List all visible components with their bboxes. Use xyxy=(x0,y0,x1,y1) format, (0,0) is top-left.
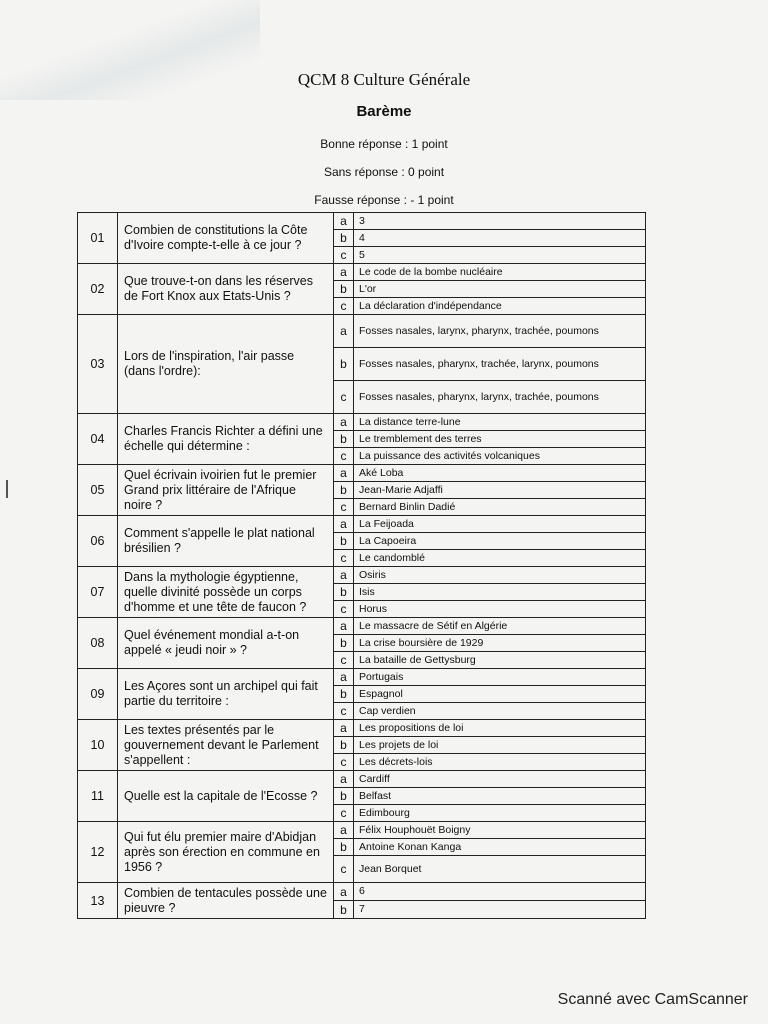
option-text: Cardiff xyxy=(354,771,646,788)
question-number: 09 xyxy=(78,669,118,720)
option-text: La déclaration d'indépendance xyxy=(354,298,646,315)
option-text: Fosses nasales, pharynx, larynx, trachée, poumons xyxy=(354,381,646,414)
option-letter: c xyxy=(334,856,354,883)
option-letter: a xyxy=(334,465,354,482)
camscanner-footer: Scanné avec CamScanner xyxy=(557,991,748,1008)
question-text: Quelle est la capitale de l'Ecosse ? xyxy=(118,771,334,822)
option-letter: a xyxy=(334,618,354,635)
option-letter: c xyxy=(334,805,354,822)
option-text: La Feijoada xyxy=(354,516,646,533)
option-letter: c xyxy=(334,652,354,669)
option-text: L'or xyxy=(354,281,646,298)
option-letter: b xyxy=(334,281,354,298)
option-row xyxy=(78,567,646,584)
question-text: Quel écrivain ivoirien fut le premier Grand prix littéraire de l'Afrique noire ? xyxy=(118,465,334,516)
question-number: 06 xyxy=(78,516,118,567)
option-row xyxy=(78,618,646,635)
option-text: La distance terre-lune xyxy=(354,414,646,431)
option-letter: b xyxy=(334,348,354,381)
option-row xyxy=(78,669,646,686)
question-number: 01 xyxy=(78,213,118,264)
question-text: Dans la mythologie égyptienne, quelle divinité possède un corps d'homme et une tête de faucon ? xyxy=(118,567,334,618)
option-letter: a xyxy=(334,213,354,230)
option-letter: c xyxy=(334,499,354,516)
scoring-correct: Bonne réponse : 1 point xyxy=(320,137,448,151)
option-row xyxy=(78,264,646,281)
option-letter: a xyxy=(334,264,354,281)
question-text: Que trouve-t-on dans les réserves de Fort Knox aux Etats-Unis ? xyxy=(118,264,334,315)
option-text: La bataille de Gettysburg xyxy=(354,652,646,669)
option-row xyxy=(78,720,646,737)
option-text: 6 xyxy=(354,883,646,901)
option-text: Le candomblé xyxy=(354,550,646,567)
option-letter: a xyxy=(334,567,354,584)
option-letter: b xyxy=(334,901,354,919)
option-text: Horus xyxy=(354,601,646,618)
option-row xyxy=(78,883,646,901)
option-text: Aké Loba xyxy=(354,465,646,482)
option-letter: c xyxy=(334,601,354,618)
option-row xyxy=(78,414,646,431)
question-number: 13 xyxy=(78,883,118,919)
option-letter: c xyxy=(334,550,354,567)
option-row xyxy=(78,465,646,482)
option-letter: c xyxy=(334,247,354,264)
option-letter: a xyxy=(334,822,354,839)
option-letter: a xyxy=(334,883,354,901)
scoring-blank: Sans réponse : 0 point xyxy=(323,165,445,179)
scan-edge-mark xyxy=(6,480,8,498)
option-row xyxy=(78,822,646,839)
option-text: Le massacre de Sétif en Algérie xyxy=(354,618,646,635)
question-text: Combien de constitutions la Côte d'Ivoire compte-t-elle à ce jour ? xyxy=(118,213,334,264)
option-text: Isis xyxy=(354,584,646,601)
option-text: Fosses nasales, pharynx, trachée, larynx, poumons xyxy=(354,348,646,381)
question-text: Charles Francis Richter a défini une échelle qui détermine : xyxy=(118,414,334,465)
option-text: La Capoeira xyxy=(354,533,646,550)
option-row xyxy=(78,213,646,230)
option-letter: b xyxy=(334,533,354,550)
option-text: 7 xyxy=(354,901,646,919)
option-letter: c xyxy=(334,381,354,414)
option-letter: b xyxy=(334,584,354,601)
option-text: Le tremblement des terres xyxy=(354,431,646,448)
question-number: 05 xyxy=(78,465,118,516)
option-row xyxy=(78,771,646,788)
option-text: Jean Borquet xyxy=(354,856,646,883)
option-letter: b xyxy=(334,635,354,652)
option-letter: a xyxy=(334,315,354,348)
option-text: La puissance des activités volcaniques xyxy=(354,448,646,465)
question-text: Combien de tentacules possède une pieuvre ? xyxy=(118,883,334,919)
option-letter: c xyxy=(334,754,354,771)
scoring-wrong: Fausse réponse : - 1 point xyxy=(314,193,454,207)
option-letter: b xyxy=(334,431,354,448)
question-number: 10 xyxy=(78,720,118,771)
option-text: La crise boursière de 1929 xyxy=(354,635,646,652)
option-letter: b xyxy=(334,230,354,247)
option-text: Les projets de loi xyxy=(354,737,646,754)
option-text: Antoine Konan Kanga xyxy=(354,839,646,856)
page-subtitle: Barème xyxy=(356,103,412,120)
option-text: Espagnol xyxy=(354,686,646,703)
question-number: 02 xyxy=(78,264,118,315)
option-text: Bernard Binlin Dadié xyxy=(354,499,646,516)
option-text: Les propositions de loi xyxy=(354,720,646,737)
question-number: 04 xyxy=(78,414,118,465)
option-letter: a xyxy=(334,771,354,788)
option-letter: b xyxy=(334,686,354,703)
option-letter: b xyxy=(334,839,354,856)
option-text: Fosses nasales, larynx, pharynx, trachée, poumons xyxy=(354,315,646,348)
question-number: 08 xyxy=(78,618,118,669)
question-text: Les textes présentés par le gouvernement devant le Parlement s'appellent : xyxy=(118,720,334,771)
option-text: Edimbourg xyxy=(354,805,646,822)
question-text: Comment s'appelle le plat national brésilien ? xyxy=(118,516,334,567)
option-row xyxy=(78,516,646,533)
option-letter: a xyxy=(334,516,354,533)
option-text: 4 xyxy=(354,230,646,247)
option-letter: b xyxy=(334,737,354,754)
option-letter: c xyxy=(334,448,354,465)
option-text: 5 xyxy=(354,247,646,264)
question-number: 03 xyxy=(78,315,118,414)
option-text: 3 xyxy=(354,213,646,230)
option-row xyxy=(78,315,646,348)
question-text: Qui fut élu premier maire d'Abidjan après son érection en commune en 1956 ? xyxy=(118,822,334,883)
option-text: Osiris xyxy=(354,567,646,584)
question-number: 12 xyxy=(78,822,118,883)
option-text: Belfast xyxy=(354,788,646,805)
option-text: Les décrets-lois xyxy=(354,754,646,771)
option-letter: c xyxy=(334,298,354,315)
option-letter: b xyxy=(334,788,354,805)
option-text: Jean-Marie Adjaffi xyxy=(354,482,646,499)
option-letter: b xyxy=(334,482,354,499)
page-title: QCM 8 Culture Générale xyxy=(297,70,471,89)
question-text: Lors de l'inspiration, l'air passe (dans l'ordre): xyxy=(118,315,334,414)
option-letter: a xyxy=(334,720,354,737)
option-text: Le code de la bombe nucléaire xyxy=(354,264,646,281)
option-text: Félix Houphouët Boigny xyxy=(354,822,646,839)
question-number: 11 xyxy=(78,771,118,822)
option-letter: c xyxy=(334,703,354,720)
question-number: 07 xyxy=(78,567,118,618)
question-text: Quel événement mondial a-t-on appelé « jeudi noir » ? xyxy=(118,618,334,669)
option-letter: a xyxy=(334,669,354,686)
option-text: Portugais xyxy=(354,669,646,686)
quiz-table xyxy=(77,212,646,919)
option-text: Cap verdien xyxy=(354,703,646,720)
question-text: Les Açores sont un archipel qui fait partie du territoire : xyxy=(118,669,334,720)
option-letter: a xyxy=(334,414,354,431)
